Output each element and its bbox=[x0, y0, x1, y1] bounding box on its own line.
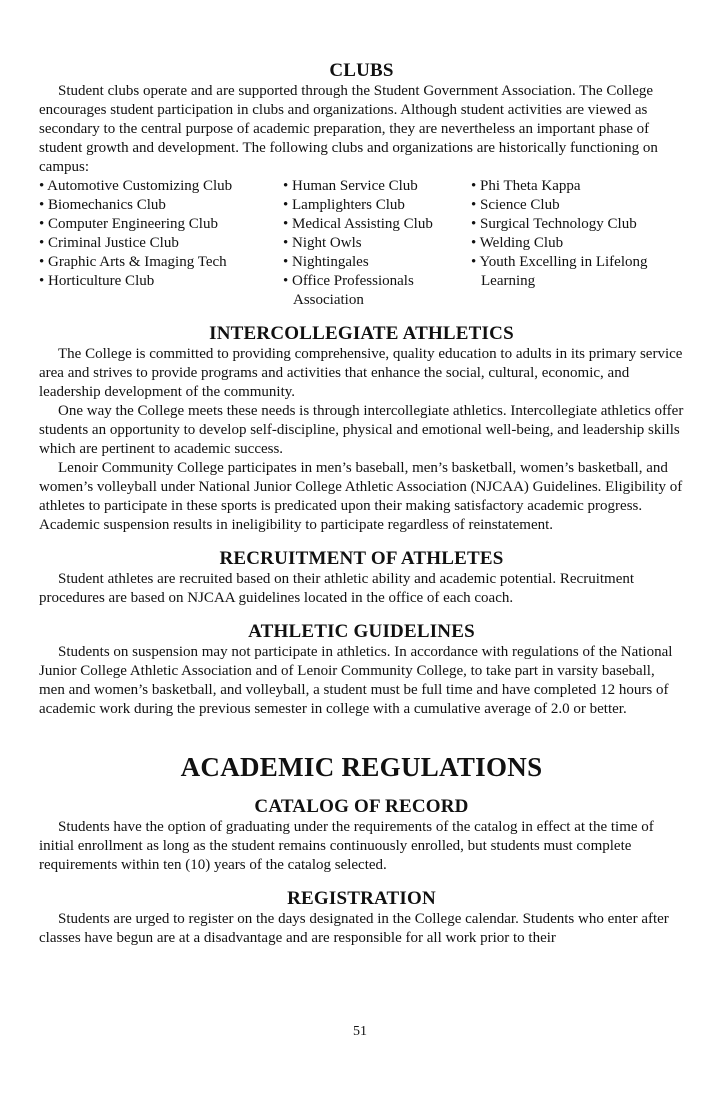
club-item: • Phi Theta Kappa bbox=[471, 178, 581, 194]
club-item: • Science Club bbox=[471, 197, 560, 213]
club-item: • Medical Assisting Club bbox=[283, 216, 433, 232]
guidelines-paragraph: Students on suspension may not participate in athletics. In accordance with regulations of the National Junior College Athletic Association and of Lenoir Community College, to take part in varsity baseball, men and women’s basketball, and volleyball, a student must be full time and have completed 12 hours of academic work during the previous semester in college with a cumulative average of 2.0 or better. bbox=[39, 644, 673, 717]
registration-heading: REGISTRATION bbox=[287, 888, 436, 909]
registration-paragraph: Students are urged to register on the days designated in the College calendar. Students who enter after classes have begun are at a disadvantage and are responsible for all work prior to their bbox=[39, 911, 669, 946]
spacer bbox=[39, 875, 684, 888]
academic-regulations-heading: ACADEMIC REGULATIONS bbox=[180, 752, 543, 782]
athletics-paragraph-2: One way the College meets these needs is through intercollegiate athletics. Intercollegiate athletics offer students an opportunity to develop self-discipline, physical and emotional well-being, and leadership skills which are pertinent to academic success. bbox=[39, 403, 684, 457]
club-item: • Criminal Justice Club bbox=[39, 235, 179, 251]
club-item: • Graphic Arts & Imaging Tech bbox=[39, 254, 227, 270]
spacer bbox=[39, 608, 684, 621]
guidelines-heading: ATHLETIC GUIDELINES bbox=[248, 621, 475, 642]
clubs-column-3 bbox=[471, 177, 684, 310]
spacer bbox=[39, 535, 684, 548]
club-item: • Night Owls bbox=[283, 235, 362, 251]
club-item: • Automotive Customizing Club bbox=[39, 178, 233, 194]
page-content bbox=[39, 60, 684, 948]
club-item: • Welding Club bbox=[471, 235, 564, 251]
catalog-paragraph: Students have the option of graduating under the requirements of the catalog in effect at the time of initial enrollment as long as the student remains continuously enrolled, but students must complete requirements within ten (10) years of the catalog selected. bbox=[39, 819, 654, 873]
clubs-intro: Student clubs operate and are supported through the Student Government Association. The College encourages student participation in clubs and organizations. Although student activities are viewed as secondary to the central purpose of academic preparation, they are nevertheless an important phase of student growth and development. The following clubs and organizations are historically functioning on campus: bbox=[39, 83, 658, 175]
spacer bbox=[39, 310, 684, 323]
club-item: • Office Professionals Association bbox=[283, 273, 414, 308]
athletics-paragraph-1: The College is committed to providing comprehensive, quality education to adults in its primary service area and strives to provide programs and activities that enhance the social, cultural, economic, and leadership development of the community. bbox=[39, 346, 683, 400]
recruitment-heading: RECRUITMENT OF ATHLETES bbox=[219, 548, 504, 569]
club-item: • Computer Engineering Club bbox=[39, 216, 218, 232]
clubs-heading: CLUBS bbox=[329, 60, 394, 81]
catalog-heading: CATALOG OF RECORD bbox=[254, 796, 469, 817]
club-item: • Biomechanics Club bbox=[39, 197, 166, 213]
spacer bbox=[39, 783, 684, 796]
club-item: • Youth Excelling in Lifelong Learning bbox=[471, 254, 648, 289]
club-item: • Horticulture Club bbox=[39, 273, 155, 289]
page-number: 51 bbox=[353, 1024, 367, 1039]
clubs-column-2 bbox=[283, 177, 471, 310]
clubs-list bbox=[39, 177, 684, 310]
club-item: • Human Service Club bbox=[283, 178, 418, 194]
spacer bbox=[39, 719, 684, 751]
athletics-paragraph-3: Lenoir Community College participates in men’s baseball, men’s basketball, women’s basketball, and women’s volleyball under National Junior College Athletic Association (NJCAA) Guidelines. Eligibility of athletes to participate in these sports is predicated upon their making satisfactory academic progress. Academic suspension results in ineligibility to participate regardless of reinstatement. bbox=[39, 460, 683, 533]
athletics-heading: INTERCOLLEGIATE ATHLETICS bbox=[209, 323, 514, 344]
club-item: • Nightingales bbox=[283, 254, 369, 270]
club-item: • Surgical Technology Club bbox=[471, 216, 637, 232]
club-item: • Lamplighters Club bbox=[283, 197, 405, 213]
recruitment-paragraph: Student athletes are recruited based on their athletic ability and academic potential. Recruitment procedures are based on NJCAA guidelines located in the office of each coach. bbox=[39, 571, 635, 606]
clubs-column-1 bbox=[39, 177, 283, 310]
